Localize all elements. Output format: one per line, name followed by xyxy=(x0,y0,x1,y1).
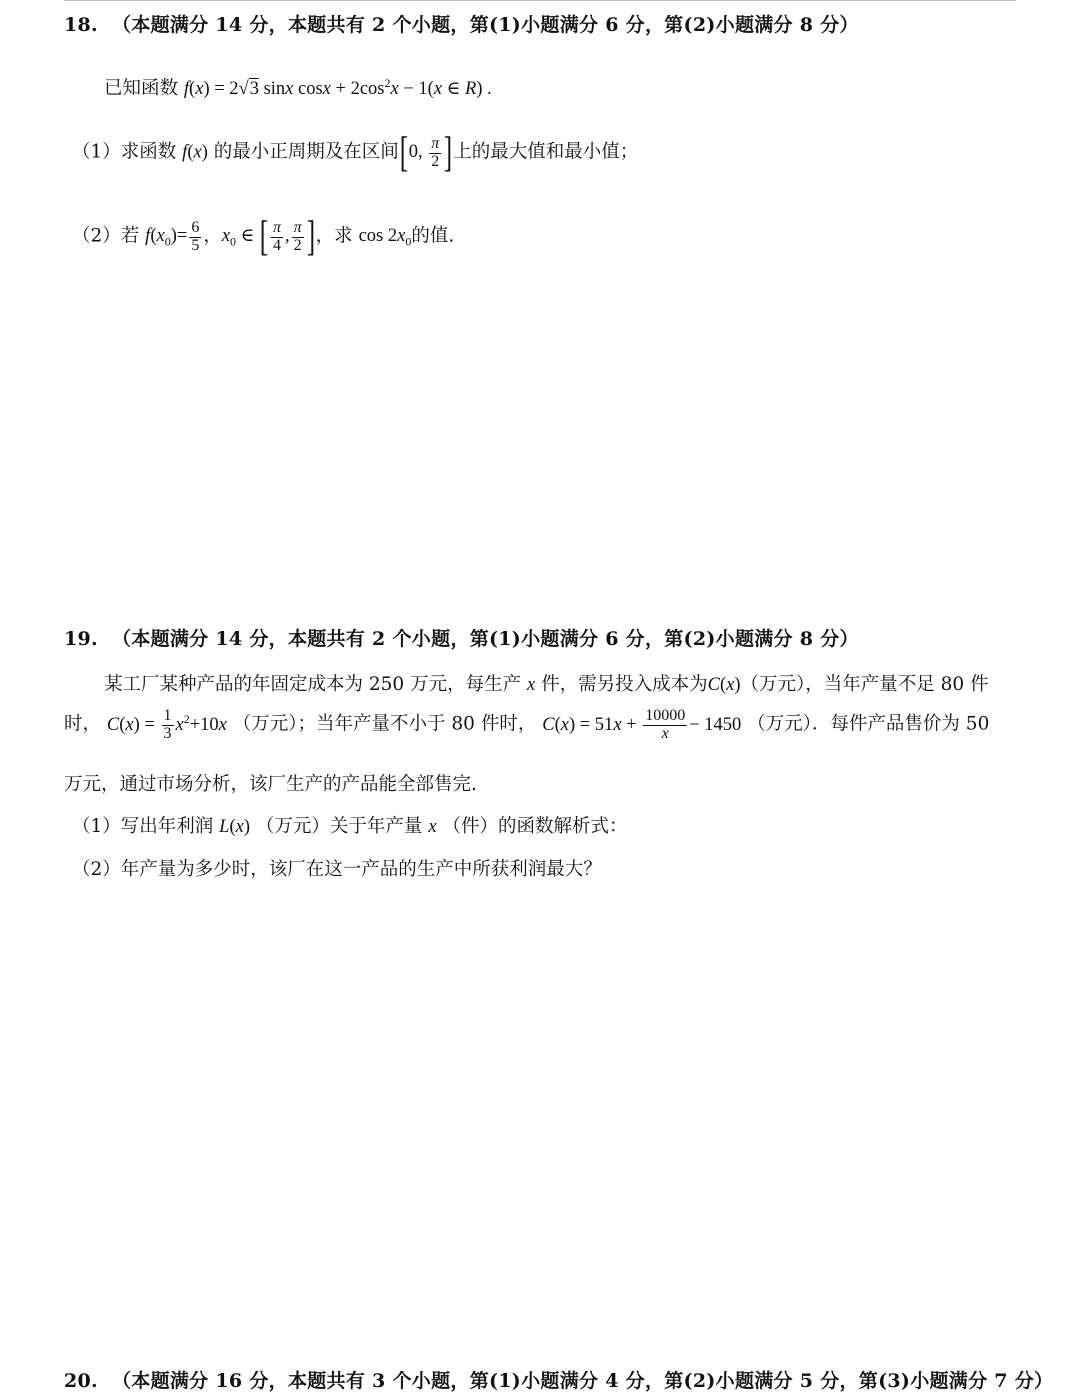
question-20-number: 20. xyxy=(64,1370,98,1392)
interval-0-pi-over-2: [0, $\frac{\pi}{2}$ ] xyxy=(399,130,453,176)
line-2-text-a: 时， xyxy=(64,713,102,735)
profit-function-L: L(x) xyxy=(219,817,251,837)
question-19-line-3: 万元，通过市场分析，该厂生产的产品能全部售完. xyxy=(64,774,477,795)
question-18-part-2 xyxy=(72,216,454,258)
question-19-header xyxy=(64,624,859,651)
part-2-label: （2）若 xyxy=(72,225,140,247)
question-19-line-1 xyxy=(104,670,989,696)
line-1-text-b: 件，需另投入成本为 xyxy=(541,674,708,695)
cost-at-least-80: C(x) = 51x + $\frac{10000}{x}$ − 1450 xyxy=(542,707,742,742)
line-1-text-c: （万元），当年产量不足 80 件 xyxy=(740,674,989,695)
part-1-text-c: （件）的函数解析式： xyxy=(442,816,628,837)
question-19-score-info: （本题满分 14 分，本题共有 2 个小题，第(1)小题满分 6 分，第(2)小题满分 8 分） xyxy=(111,628,859,650)
line-2-text-b: （万元）；当年产量不小于 80 件时， xyxy=(232,713,537,735)
function-definition: f(x) = 2√3 sinx $\cos x + 2\cos^2x - 1(x$ ∈ R) . xyxy=(183,75,492,99)
x0-interval: $x_0$ ∈ [ $\frac{\pi}{4}$ , $\frac{\pi}{2}$ ] xyxy=(221,214,315,260)
question-19-line-2 xyxy=(64,708,989,743)
condition-f-x0: $f(x_0)=$ $\frac{6}{5}$ xyxy=(145,218,200,254)
part-1-text-b: （万元）关于年产量 xyxy=(255,816,423,837)
line-2-text-c: （万元）．每件产品售价为 50 xyxy=(747,713,990,735)
question-19-number: 19. xyxy=(64,628,98,650)
var-x: x xyxy=(526,675,536,695)
question-18-part-1 xyxy=(72,132,638,174)
function-symbol: f(x) xyxy=(182,142,208,163)
cost-function-C: C(x) xyxy=(707,675,741,695)
part-1-text-a: （1）写出年利润 xyxy=(72,816,214,837)
question-19-part-2: （2）年产量为多少时，该厂在这一产品的生产中所获利润最大？ xyxy=(72,859,602,880)
part-2-end: 的值. xyxy=(411,225,455,247)
cost-below-80: C(x) = $\frac{1}{3}$ $x^2+10x$ xyxy=(106,707,227,742)
line-1-text-a: 某工厂某种产品的年固定成本为 250 万元，每生产 xyxy=(104,674,522,695)
part-2-sep: ， xyxy=(203,225,222,247)
question-20-score-info: （本题满分 16 分，本题共有 3 个小题，第(1)小题满分 4 分，第(2)小题满分 5 分，第(3)小题满分 7 分） xyxy=(111,1370,1054,1392)
question-19-part-1 xyxy=(72,812,627,838)
question-20-header xyxy=(64,1366,1053,1393)
question-18-header xyxy=(64,10,859,37)
question-18-intro xyxy=(104,74,492,100)
part-2-ask: ，求 xyxy=(315,225,353,247)
question-18-number: 18. xyxy=(64,14,98,36)
var-x-2: x xyxy=(428,817,437,837)
question-18-score-info: （本题满分 14 分，本题共有 2 个小题，第(1)小题满分 6 分，第(2)小题满分 8 分） xyxy=(111,14,859,36)
cos-2x0: $\cos 2x_0$ xyxy=(358,226,412,249)
part-1-label: （1）求函数 xyxy=(72,141,177,163)
part-1-text: 的最小正周期及在区间 xyxy=(213,141,399,163)
top-rule xyxy=(64,0,1016,1)
intro-text: 已知函数 xyxy=(104,78,179,99)
part-1-suffix: 上的最大值和最小值； xyxy=(453,141,639,163)
